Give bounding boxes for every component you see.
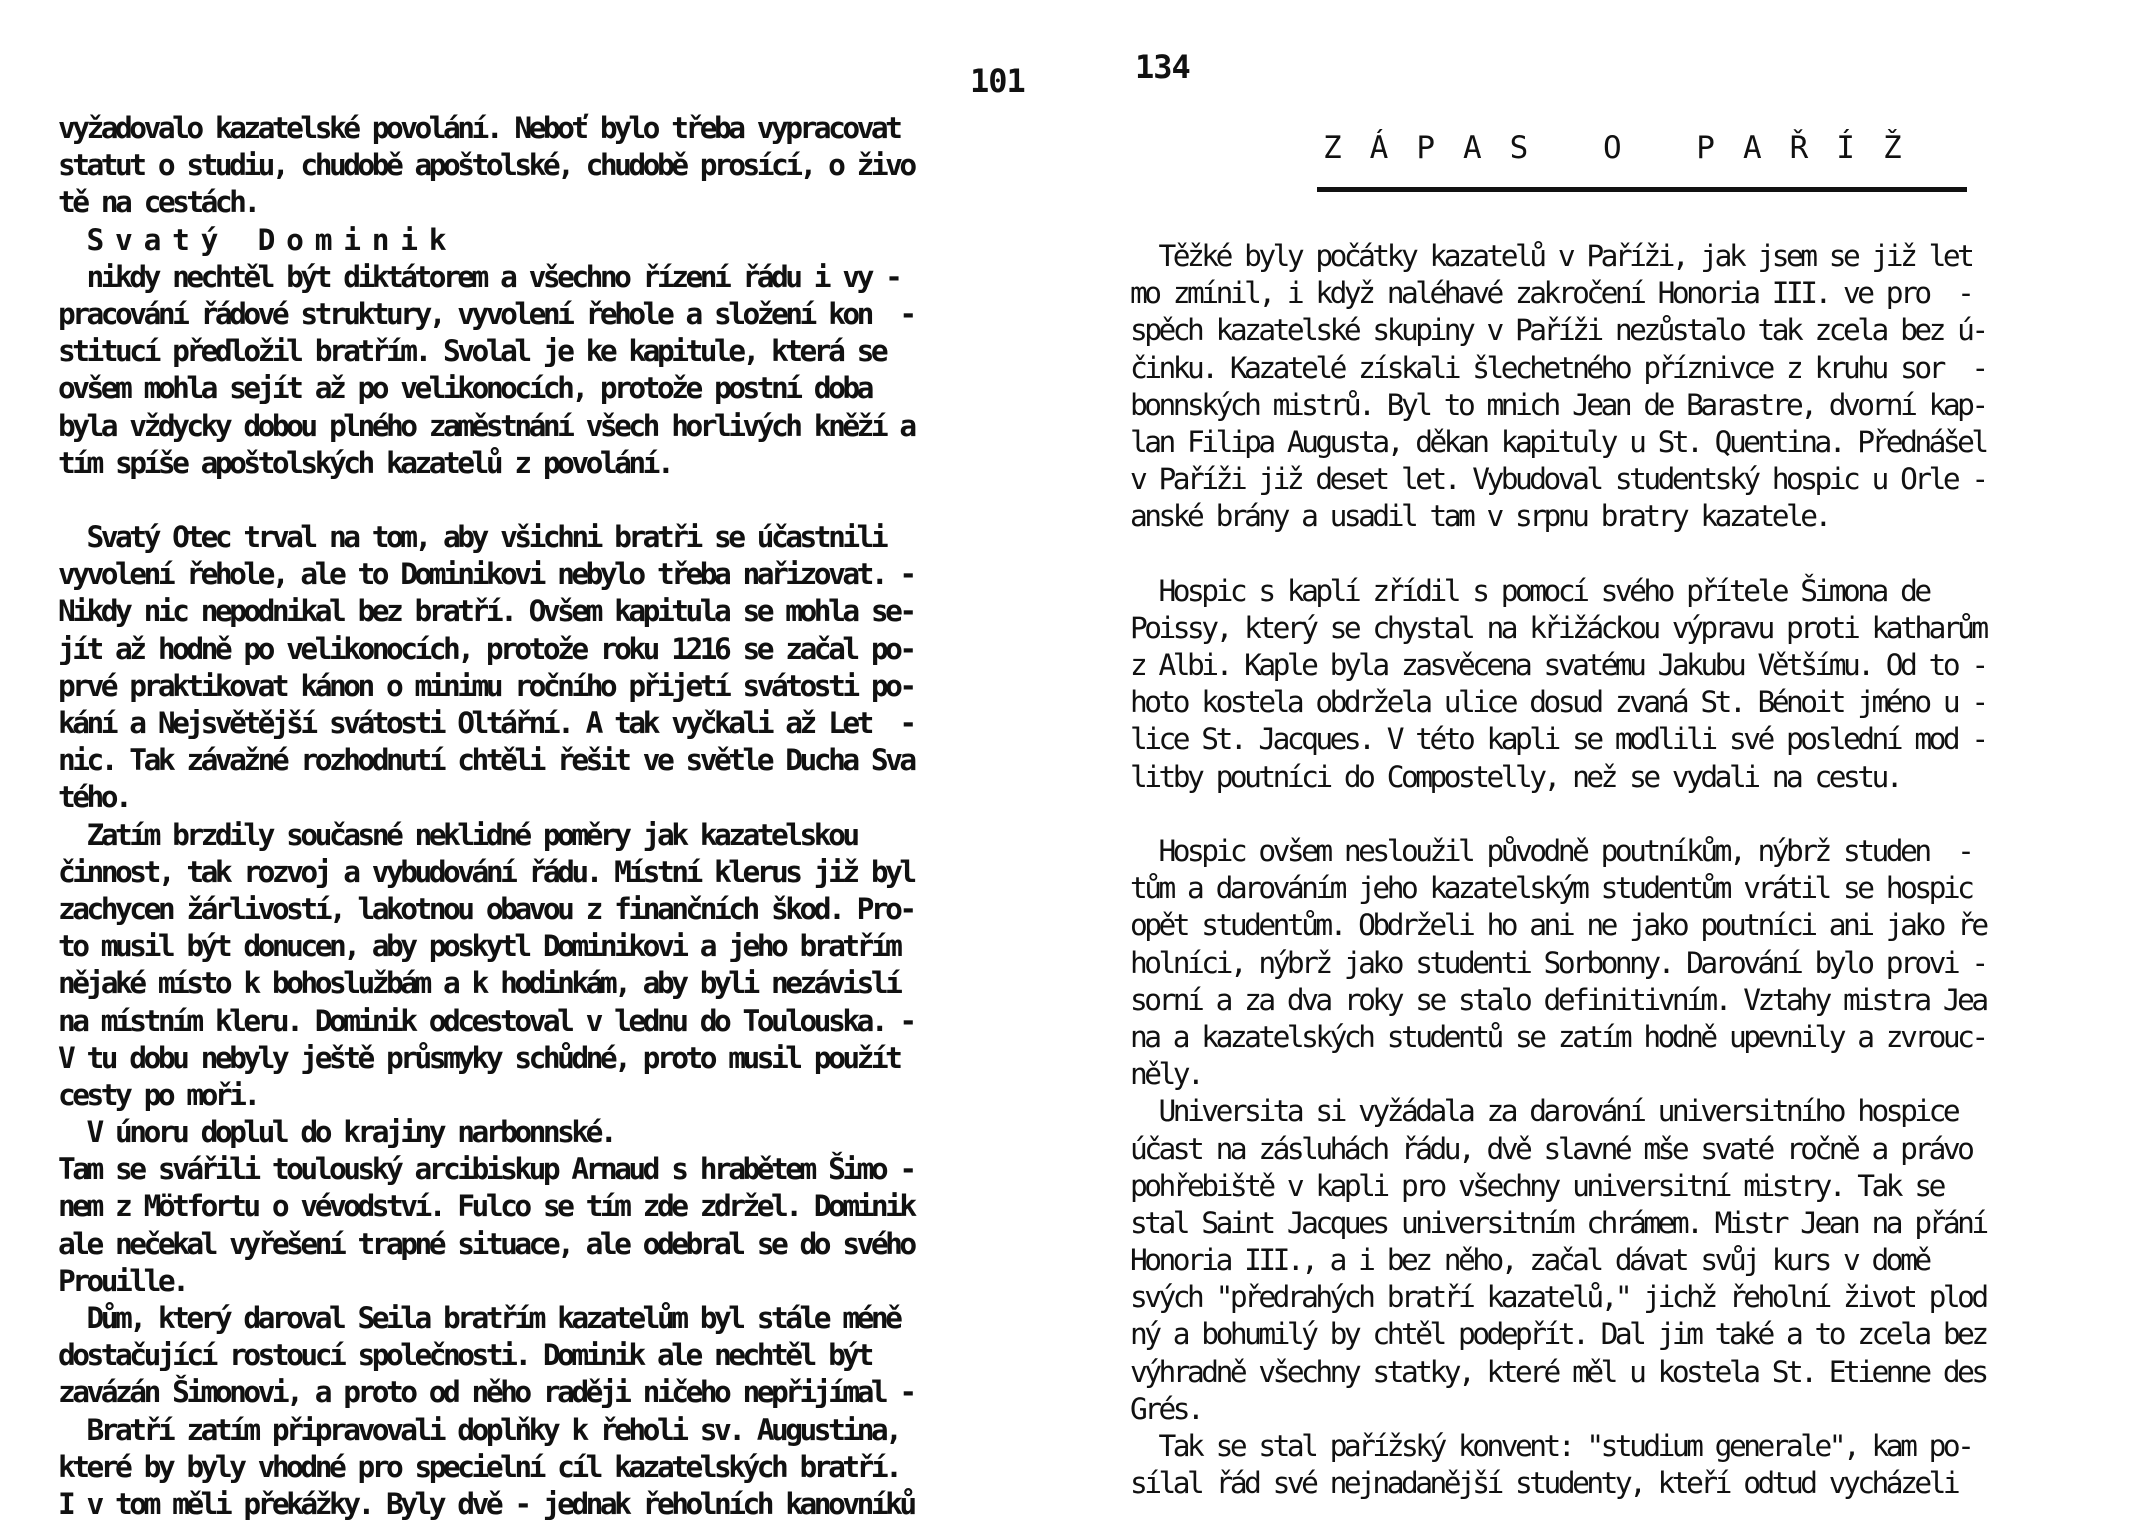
left-page-text-line: Svatý Otec trval na tom, aby všichni bratři se účastnili bbox=[58, 520, 886, 555]
left-page-text-line: vyžadovalo kazatelské povolání. Neboť bylo třeba vypracovat bbox=[58, 111, 900, 145]
right-page-text-line: holníci, nýbrž jako studenti Sorbonny. Darování bylo provi - bbox=[1130, 945, 1986, 980]
left-page-text-line: Bratří zatím připravovali doplňky k řeholi sv. Augustina, bbox=[58, 1412, 900, 1447]
right-page-text-line: mo zmínil, i když naléhavé zakročení Honoria III. ve pro - bbox=[1130, 276, 1972, 311]
right-page-text-line: pohřebiště v kapli pro všechny universitní mistry. Tak se bbox=[1130, 1168, 1943, 1203]
left-page-text-line: vyvolení řehole, ale to Dominikovi nebylo třeba nařizovat. - bbox=[58, 557, 914, 592]
left-page-text-line: ovšem mohla sejít až po velikonocích, protože postní doba bbox=[58, 371, 871, 406]
chapter-title: ZÁPAS O PAŘÍŽ bbox=[1323, 130, 1930, 166]
right-page-text-line: stal Saint Jacques universitním chrámem. Mistr Jean na přání bbox=[1130, 1205, 1986, 1240]
left-page-text bbox=[58, 110, 914, 1523]
left-page-text-line: dostačující rostoucí společnosti. Dominik ale nechtěl být bbox=[58, 1338, 871, 1373]
left-page-text-line: S v a t ý D o m i n i k bbox=[58, 222, 444, 257]
left-page-text-line: ale nečekal vyřešení trapné situace, ale odebral se do svého bbox=[58, 1226, 914, 1261]
left-page-text-line: stitucí předložil bratřím. Svolal je ke kapitule, která se bbox=[58, 334, 886, 369]
left-page-text-line: tě na cestách. bbox=[58, 185, 258, 220]
left-page-text-line: tého. bbox=[58, 780, 130, 815]
right-page-text-line: Honoria III., a i bez něho, začal dávat svůj kurs v domě bbox=[1130, 1243, 1929, 1278]
left-page-text-line: Tam se svářili toulouský arcibiskup Arnaud s hrabětem Šimo - bbox=[58, 1152, 914, 1187]
left-page-text-line: nem z Mötfortu o vévodství. Fulco se tím zde zdržel. Dominik bbox=[58, 1189, 914, 1224]
left-page-text-line: Zatím brzdily současné neklidné poměry jak kazatelskou bbox=[58, 817, 857, 852]
right-page-text-line bbox=[1130, 536, 1986, 573]
right-page-text-line: lan Filipa Augusta, děkan kapituly u St. Quentina. Přednášel bbox=[1130, 424, 1986, 459]
right-page-text-line: činku. Kazatelé získali šlechetného příznivce z kruhu sor - bbox=[1130, 350, 1986, 385]
right-page-text-line: výhradně všechny statky, které měl u kostela St. Etienne des bbox=[1130, 1354, 1986, 1389]
left-page-text-line: jít až hodně po velikonocích, protože roku 1216 se začal po- bbox=[58, 631, 914, 666]
left-page-text-line: to musil být donucen, aby poskytl Dominikovi a jeho bratřím bbox=[58, 929, 900, 964]
left-page-text-line: Nikdy nic nepodnikal bez bratří. Ovšem kapitula se mohla se- bbox=[58, 594, 914, 629]
right-page-text-line: Universita si vyžádala za darování universitního hospice bbox=[1130, 1094, 1958, 1129]
right-page-text-line: lice St. Jacques. V této kapli se modlili své poslední mod - bbox=[1130, 722, 1986, 757]
left-page-text-line: zachycen žárlivostí, lakotnou obavou z finančních škod. Pro- bbox=[58, 891, 914, 926]
left-page bbox=[0, 0, 1060, 1521]
right-page-text-line: ný a bohumilý by chtěl podepřít. Dal jim také a to zcela bez bbox=[1130, 1317, 1986, 1352]
right-page-text-line: Hospic ovšem nesloužil původně poutníkům, nýbrž studen - bbox=[1130, 834, 1972, 868]
left-page-text-line: které by byly vhodné pro specielní cíl kazatelských bratří. bbox=[58, 1449, 900, 1484]
right-page-number: 134 bbox=[1135, 48, 1190, 86]
left-page-text-line: Prouille. bbox=[58, 1263, 187, 1298]
right-page-text-line bbox=[1130, 796, 1986, 833]
left-page-text-line: pracování řádové struktury, vyvolení řehole a složení kon - bbox=[58, 296, 914, 331]
left-page-text-line: zavázán Šimonovi, a proto od něho raději ničeho nepřijímal - bbox=[58, 1375, 914, 1410]
right-page bbox=[1085, 0, 2130, 1500]
right-page-text-line: účast na zásluhách řádu, dvě slavné mše svaté ročně a právo bbox=[1130, 1131, 1972, 1166]
right-page-text-line: na a kazatelských studentů se zatím hodně upevnily a zvrouc- bbox=[1130, 1019, 1986, 1054]
left-page-text-line: nějaké místo k bohoslužbám a k hodinkám, aby byli nezávislí bbox=[58, 966, 900, 1001]
left-page-text-line bbox=[58, 482, 914, 519]
right-page-text-line: opět studentům. Obdrželi ho ani ne jako poutníci ani jako ře bbox=[1130, 908, 1986, 943]
right-page-text-line: sorní a za dva roky se stalo definitivním. Vztahy mistra Jea bbox=[1130, 982, 1986, 1017]
left-page-text-line: V únoru doplul do krajiny narbonnské. bbox=[58, 1115, 615, 1150]
right-page-text-line: z Albi. Kaple byla zasvěcena svatému Jakubu Většímu. Od to - bbox=[1130, 648, 1986, 683]
left-page-text-line: I v tom měli překážky. Byly dvě - jednak řeholních kanovníků bbox=[58, 1486, 914, 1521]
left-page-number: 101 bbox=[970, 62, 1025, 100]
right-page-text-line: Poissy, který se chystal na křižáckou výpravu proti katharům bbox=[1130, 610, 1986, 645]
left-page-text-line: nikdy nechtěl být diktátorem a všechno řízení řádu i vy - bbox=[58, 259, 900, 294]
right-page-text-line: Tak se stal pařížský konvent: "studium generale", kam po- bbox=[1130, 1429, 1972, 1463]
right-page-text-line: hoto kostela obdržela ulice dosud zvaná St. Bénoit jméno u - bbox=[1130, 685, 1986, 720]
left-page-text-line: činnost, tak rozvoj a vybudování řádu. Místní klerus již byl bbox=[58, 854, 914, 889]
left-page-text-line: nic. Tak závažné rozhodnutí chtěli řešit ve světle Ducha Sva bbox=[58, 743, 914, 778]
right-page-text-line: spěch kazatelské skupiny v Paříži nezůstalo tak zcela bez ú- bbox=[1130, 313, 1986, 348]
left-page-text-line: Dům, který daroval Seila bratřím kazatelům byl stále méně bbox=[58, 1301, 900, 1335]
left-page-text-line: V tu dobu nebyly ještě průsmyky schůdné, proto musil použít bbox=[58, 1040, 900, 1075]
right-page-text-line: v Paříži již deset let. Vybudoval studentský hospic u Orle - bbox=[1130, 462, 1986, 497]
right-page-text-line: tům a darováním jeho kazatelským studentům vrátil se hospic bbox=[1130, 871, 1972, 906]
left-page-text-line: byla vždycky dobou plného zaměstnání všech horlivých kněží a bbox=[58, 408, 914, 443]
left-page-text-line: kání a Nejsvětější svátosti Oltářní. A tak vyčkali až Let - bbox=[58, 706, 914, 740]
right-page-text-line: svých "předrahých bratří kazatelů," jichž řeholní život plod bbox=[1130, 1280, 1986, 1315]
right-page-text-line: něly. bbox=[1130, 1057, 1202, 1092]
left-page-text-line: tím spíše apoštolských kazatelů z povolání. bbox=[58, 445, 672, 480]
right-page-text-line: Grés. bbox=[1130, 1391, 1202, 1426]
chapter-title-rule bbox=[1317, 187, 1967, 192]
right-page-text-line: Hospic s kaplí zřídil s pomocí svého přítele Šimona de bbox=[1130, 573, 1929, 608]
left-page-text-line: na místním kleru. Dominik odcestoval v lednu do Toulouska. - bbox=[58, 1003, 914, 1038]
right-page-text bbox=[1130, 238, 1986, 1502]
right-page-text-line: bonnských mistrů. Byl to mnich Jean de Barastre, dvorní kap- bbox=[1130, 387, 1986, 422]
right-page-text-line: Těžké byly počátky kazatelů v Paříži, jak jsem se již let bbox=[1130, 239, 1972, 273]
left-page-text-line: cesty po moři. bbox=[58, 1077, 258, 1112]
right-page-text-line: sílal řád své nejnadanější studenty, kteří odtud vycházeli bbox=[1130, 1466, 1958, 1501]
right-page-text-line: litby poutníci do Compostelly, než se vydali na cestu. bbox=[1130, 759, 1901, 794]
left-page-text-line: statut o studiu, chudobě apoštolské, chudobě prosící, o živo bbox=[58, 148, 914, 183]
right-page-text-line: anské brány a usadil tam v srpnu bratry kazatele. bbox=[1130, 499, 1829, 534]
left-page-text-line: prvé praktikovat kánon o minimu ročního přijetí svátosti po- bbox=[58, 668, 914, 703]
